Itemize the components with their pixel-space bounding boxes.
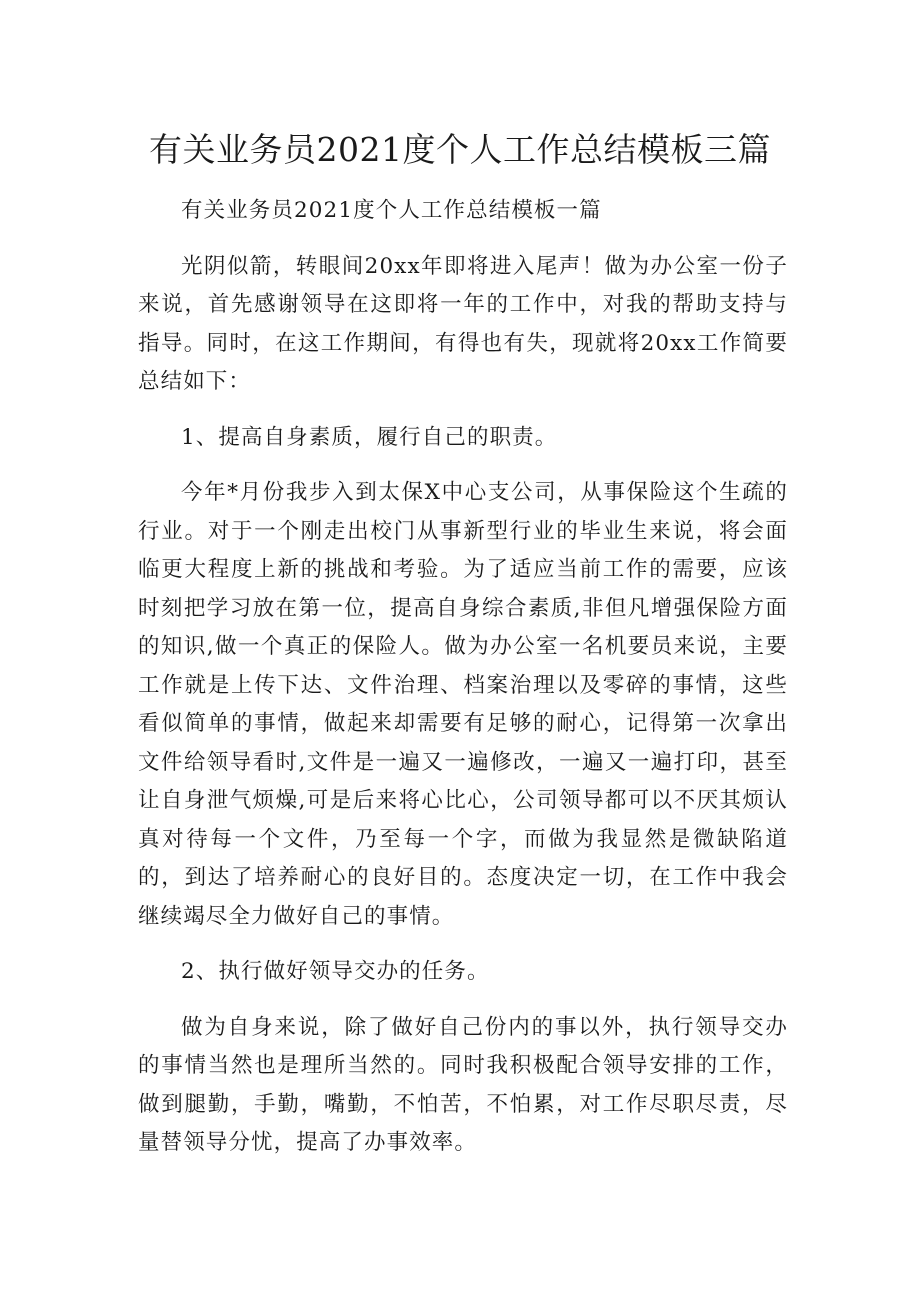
document-body: [138, 192, 788, 1163]
body-paragraph-2: 做为自身来说，除了做好自己份内的事以外，执行领导交办的事情当然也是理所当然的。同时我积极配合领导安排的工作，做到腿勤，手勤，嘴勤，不怕苦，不怕累，对工作尽职尽责，尽量替领导分忧，提高了办事效率。: [138, 1014, 788, 1155]
document-title: 有关业务员2021度个人工作总结模板三篇: [149, 130, 771, 169]
body-paragraph-1: 今年*月份我步入到太保X中心支公司，从事保险这个生疏的行业。对于一个刚走出校门从事新型行业的毕业生来说，将会面临更大程度上新的挑战和考验。为了适应当前工作的需要，应该时刻把学习放在第一位，提高自身综合素质,非但凡增强保险方面的知识,做一个真正的保险人。做为办公室一名机要员来说，主要工作就是上传下达、文件治理、档案治理以及零碎的事情，这些看似简单的事情，做起来却需要有足够的耐心，记得第一次拿出文件给领导看时,文件是一遍又一遍修改，一遍又一遍打印，甚至让自身泄气烦燥,可是后来将心比心，公司领导都可以不厌其烦认真对待每一个文件，乃至每一个字，而做为我显然是微缺陷道的，到达了培养耐心的良好目的。态度决定一切，在工作中我会继续竭尽全力做好自己的事情。: [138, 480, 788, 929]
section-subtitle: 有关业务员2021度个人工作总结模板一篇: [181, 198, 602, 223]
intro-paragraph: 光阴似箭，转眼间20xx年即将进入尾声！做为办公室一份子来说，首先感谢领导在这即将一年的工作中，对我的帮助支持与指导。同时，在这工作期间，有得也有失，现就将20xx工作简要总结如下：: [138, 253, 788, 394]
section-heading-2: 2、执行做好领导交办的任务。: [181, 959, 490, 984]
section-heading-1: 1、提高自身素质，履行自己的职责。: [181, 424, 558, 450]
